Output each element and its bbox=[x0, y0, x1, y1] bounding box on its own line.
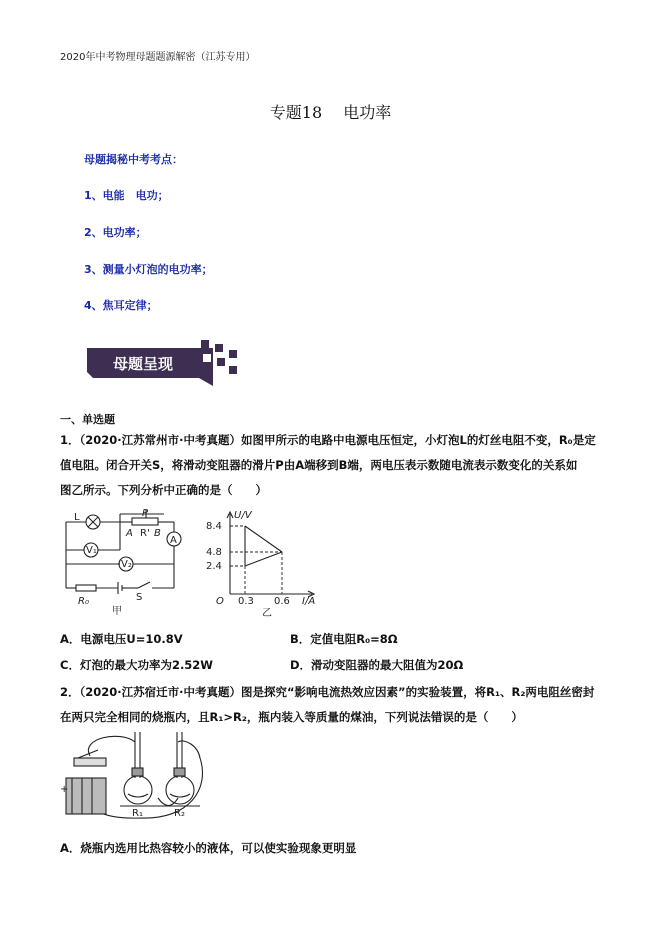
x-axis-label: I/A bbox=[302, 596, 316, 607]
circuit-diagram bbox=[60, 508, 190, 616]
figure-b-label: 乙 bbox=[262, 608, 272, 618]
banner-text: 母题呈现 bbox=[112, 355, 174, 373]
kaodian-item: 2、电功率； bbox=[84, 226, 147, 239]
question-line: 图乙所示。下列分析中正确的是（ ） bbox=[60, 483, 267, 497]
origin-label: O bbox=[216, 596, 224, 607]
question-line: 2．（2020·江苏宿迁市·中考真题）图是探究“影响电流热效应因素”的实验装置，将R₁、R₂两电阻丝密封 bbox=[60, 685, 595, 699]
page-header: 2020年中考物理母题题源解密（江苏专用） bbox=[60, 52, 256, 63]
voltmeter-1-label: V₁ bbox=[86, 545, 97, 556]
question-line: 值电阻。闭合开关S，将滑动变阻器的滑片P由A端移到B端，两电压表示数随电流表示数变化的关系如 bbox=[60, 458, 578, 472]
section-banner bbox=[87, 340, 243, 386]
option-c: C．灯泡的最大功率为2.52W bbox=[60, 658, 213, 672]
lamp-label: L bbox=[74, 512, 80, 523]
switch-label: S bbox=[136, 592, 143, 603]
slider-label: P bbox=[142, 508, 149, 519]
y-tick: 8.4 bbox=[206, 521, 222, 532]
question-line: 在两只完全相同的烧瓶内，且R₁>R₂，瓶内装入等质量的煤油，下列说法错误的是（ ） bbox=[60, 710, 523, 724]
y-axis-label: U/V bbox=[234, 510, 252, 521]
ammeter-label: A bbox=[170, 535, 177, 546]
r1-label: R₁ bbox=[132, 808, 143, 819]
voltmeter-2-label: V₂ bbox=[121, 559, 132, 570]
ui-graph bbox=[200, 508, 330, 618]
apparatus-figure bbox=[60, 728, 218, 822]
option-b: B．定值电阻R₀=8Ω bbox=[290, 632, 398, 646]
x-tick: 0.6 bbox=[274, 596, 290, 607]
kaodian-item: 1、电能 电功； bbox=[84, 189, 169, 202]
kaodian-item: 3、测量小灯泡的电功率； bbox=[84, 263, 213, 276]
q2-option-a: A．烧瓶内选用比热容较小的液体，可以使实验现象更明显 bbox=[60, 841, 357, 855]
kaodian-item: 4、焦耳定律； bbox=[84, 299, 158, 312]
y-tick: 2.4 bbox=[206, 561, 222, 572]
question-line: 1．（2020·江苏常州市·中考真题）如图甲所示的电路中电源电压恒定，小灯泡L的灯丝电阻不变，R₀是定 bbox=[60, 433, 596, 447]
option-d: D．滑动变阻器的最大阻值为20Ω bbox=[290, 658, 464, 672]
positive-terminal-label: + bbox=[60, 784, 69, 795]
option-a: A．电源电压U=10.8V bbox=[60, 632, 183, 646]
rheostat-label: R' bbox=[140, 528, 150, 539]
x-tick: 0.3 bbox=[238, 596, 254, 607]
end-b-label: B bbox=[154, 528, 161, 539]
y-tick: 4.8 bbox=[206, 547, 222, 558]
r0-label: R₀ bbox=[78, 596, 89, 607]
question-2 bbox=[60, 680, 610, 730]
section-heading: 一、单选题 bbox=[60, 413, 115, 426]
page-title: 专题18 电功率 bbox=[269, 103, 392, 122]
r2-label: R₂ bbox=[174, 808, 185, 819]
kaodian-heading: 母题揭秘中考考点： bbox=[84, 153, 183, 166]
figure-a-label: 甲 bbox=[112, 606, 122, 616]
end-a-label: A bbox=[126, 528, 133, 539]
question-1 bbox=[60, 428, 610, 503]
